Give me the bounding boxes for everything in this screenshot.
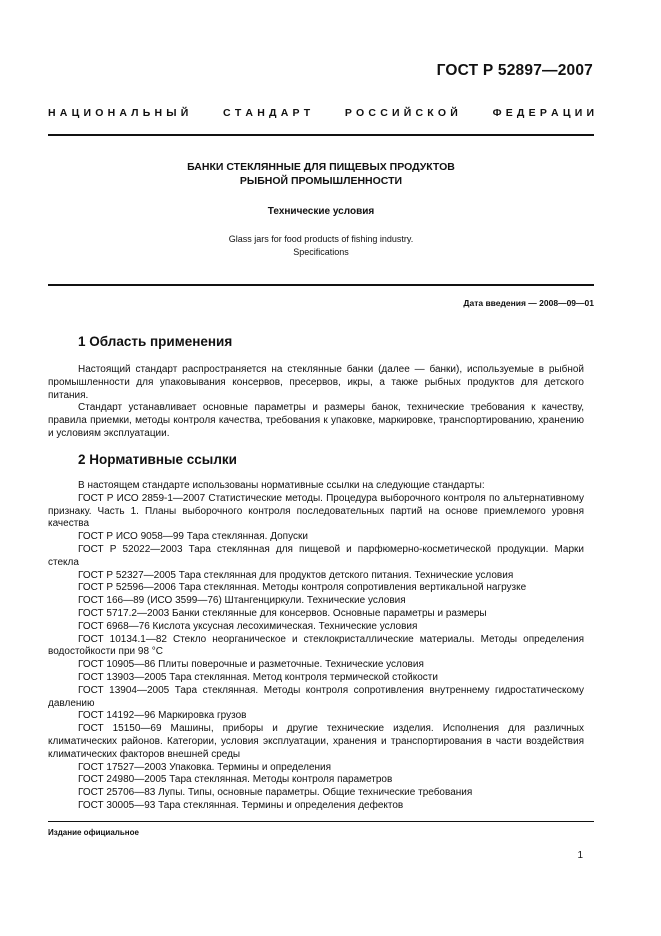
page-number: 1 xyxy=(577,850,583,861)
section-1-paragraph-1: Настоящий стандарт распространяется на стеклянные банки (далее — банки), используемые в рыбной промышленности для упаковывания консервов, пресервов, икры, а также рыбных продуктов для детского питания. xyxy=(48,364,584,401)
introduction-date: Дата введения — 2008—09—01 xyxy=(463,298,594,308)
section-2-heading: 2 Нормативные ссылки xyxy=(78,452,237,467)
reference-item: ГОСТ 17527—2003 Упаковка. Термины и определения xyxy=(78,761,332,773)
section-2-body xyxy=(48,480,584,813)
reference-item: ГОСТ 30005—93 Тара стеклянная. Термины и определения дефектов xyxy=(78,799,404,811)
reference-item: ГОСТ 5717.2—2003 Банки стеклянные для консервов. Основные параметры и размеры xyxy=(78,607,487,619)
banner-word: Ф Е Д Е Р А Ц И И xyxy=(492,107,594,119)
english-title-line-1: Glass jars for food products of fishing industry. xyxy=(228,234,414,244)
reference-item: ГОСТ Р 52022—2003 Тара стеклянная для пищевой и парфюмерно-косметической продукции. Марки стекла xyxy=(48,543,584,568)
document-subtitle: Технические условия xyxy=(267,206,375,217)
reference-item: ГОСТ Р ИСО 9058—99 Тара стеклянная. Допуски xyxy=(78,531,308,543)
reference-item: ГОСТ Р ИСО 2859-1—2007 Статистические методы. Процедура выборочного контроля по альтернативному признаку. Часть 1. Планы выборочного контроля последовательных партий на основе приемлемого уровня качества xyxy=(48,492,584,530)
reference-item: ГОСТ 10905—86 Плиты поверочные и разметочные. Технические условия xyxy=(78,659,424,671)
reference-item: ГОСТ 166—89 (ИСО 3599—76) Штангенциркули. Технические условия xyxy=(78,595,406,607)
reference-item: ГОСТ 15150—69 Машины, приборы и другие технические изделия. Исполнения для различных климатических районов. Категории, условия эксплуатации, хранения и транспортирования в части воздействия климатических факторов внешней среды xyxy=(48,723,584,760)
english-title-line-2: Specifications xyxy=(293,247,349,257)
banner-word: Р О С С И Й С К О Й xyxy=(344,107,458,119)
section-1-paragraph-2: Стандарт устанавливает основные параметры и размеры банок, технические требования к качеству, правила приемки, методы контроля качества, требования к упаковке, маркировке, транспортированию, хранению и условиям эксплуатации. xyxy=(48,402,584,439)
section-2-intro: В настоящем стандарте использованы нормативные ссылки на следующие стандарты: xyxy=(78,480,485,491)
reference-item: ГОСТ 24980—2005 Тара стеклянная. Методы контроля параметров xyxy=(78,774,393,786)
gost-number: ГОСТ Р 52897—2007 xyxy=(436,62,593,79)
official-edition-label: Издание официальное xyxy=(48,828,139,837)
reference-item: ГОСТ Р 52596—2006 Тара стеклянная. Методы контроля сопротивления вертикальной нагрузке xyxy=(78,582,527,594)
reference-item: ГОСТ 6968—76 Кислота уксусная лесохимическая. Технические условия xyxy=(78,620,418,632)
normative-reference-list xyxy=(48,493,584,813)
reference-item: ГОСТ Р 52327—2005 Тара стеклянная для продуктов детского питания. Технические условия xyxy=(78,569,514,581)
reference-item: ГОСТ 25706—83 Лупы. Типы, основные параметры. Общие технические требования xyxy=(78,787,473,799)
document-title-line-1: БАНКИ СТЕКЛЯННЫЕ ДЛЯ ПИЩЕВЫХ ПРОДУКТОВ xyxy=(187,161,455,173)
document-title-line-2: РЫБНОЙ ПРОМЫШЛЕННОСТИ xyxy=(239,175,403,187)
banner-word: С Т А Н Д А Р Т xyxy=(223,107,311,119)
reference-item: ГОСТ 10134.1—82 Стекло неорганическое и стеклокристаллические материалы. Методы определения водостойкости при 98 °С xyxy=(48,633,584,658)
reference-item: ГОСТ 14192—96 Маркировка грузов xyxy=(78,710,247,722)
title-rule xyxy=(48,284,594,286)
national-standard-banner xyxy=(48,107,594,119)
section-1-body xyxy=(48,364,584,441)
section-1-heading: 1 Область применения xyxy=(78,334,233,349)
reference-item: ГОСТ 13904—2005 Тара стеклянная. Методы контроля сопротивления внутреннему гидростатическому давлению xyxy=(48,684,584,709)
header-rule xyxy=(48,134,594,136)
banner-word: Н А Ц И О Н А Л Ь Н Ы Й xyxy=(48,107,189,119)
footer-rule xyxy=(48,821,594,822)
reference-item: ГОСТ 13903—2005 Тара стеклянная. Метод контроля термической стойкости xyxy=(78,671,438,683)
